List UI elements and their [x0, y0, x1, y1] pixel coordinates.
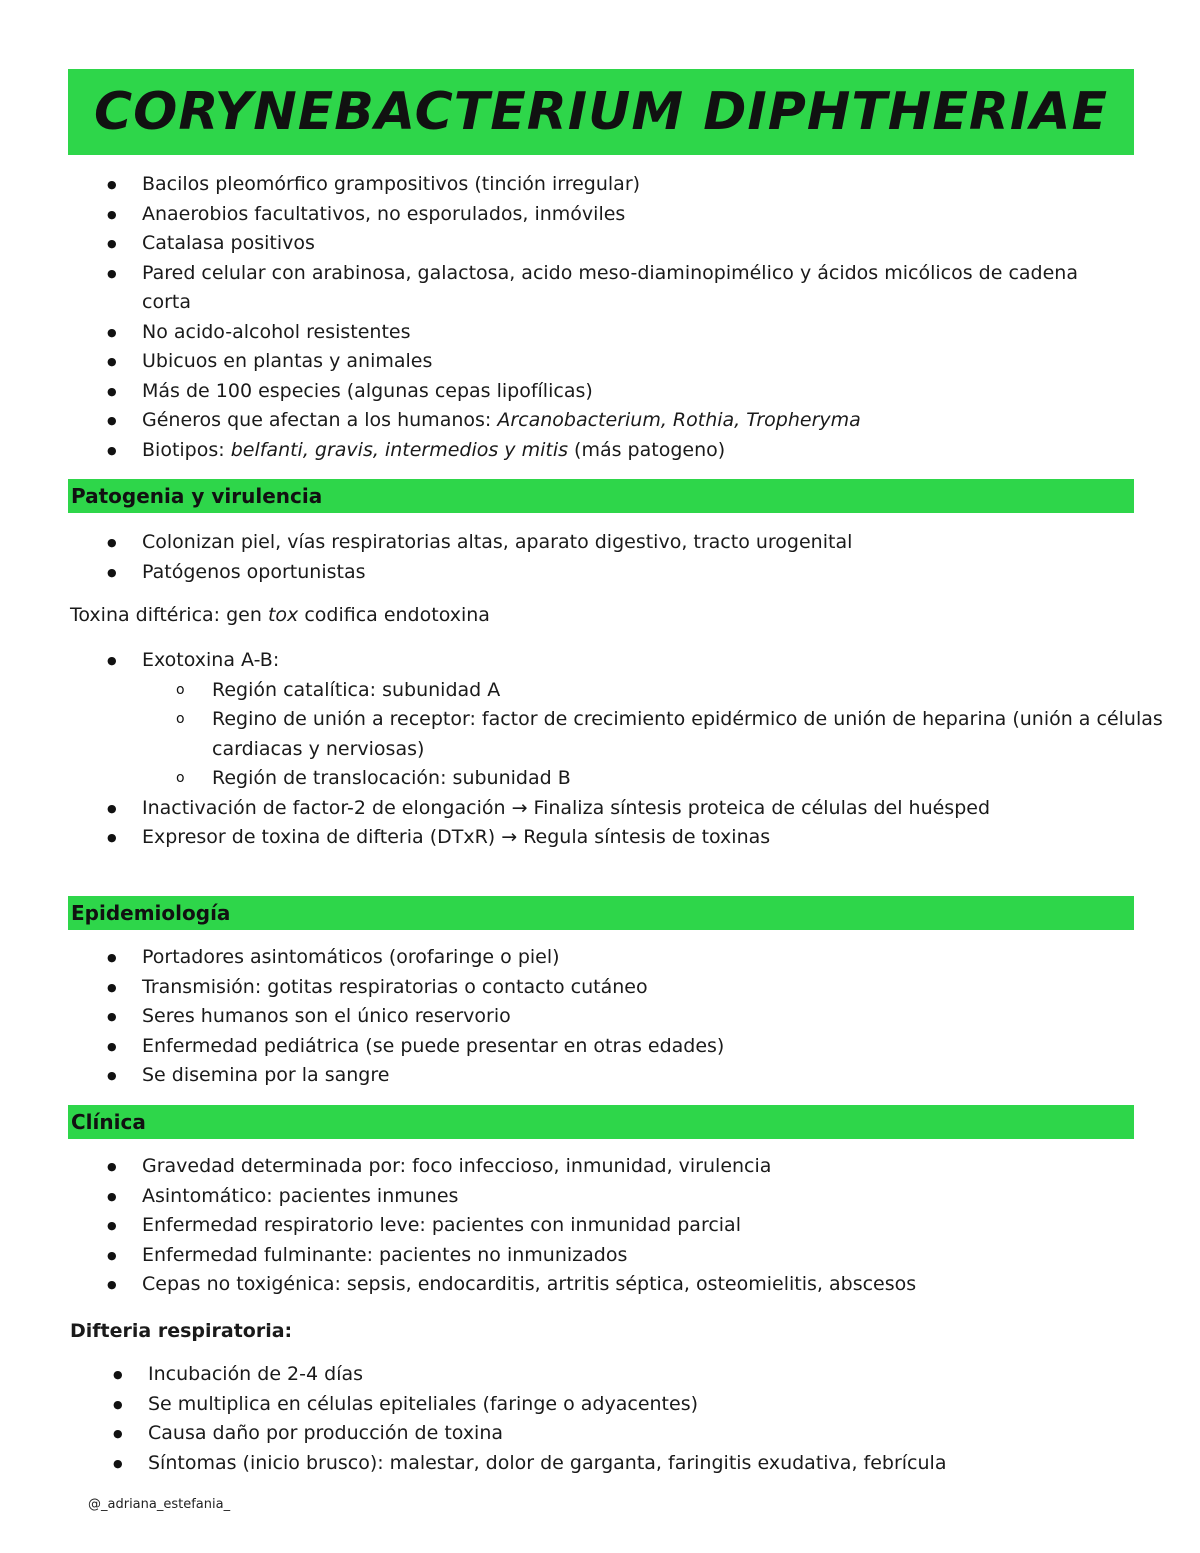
exotoxina-list — [68, 646, 1192, 853]
list-item: ● Exotoxina A-B: o Región catalítica: subunidad A o Regino de unión a receptor: factor de crecimiento epidérmico de unión de heparina (unión a células cardiacas y nerviosas) o Región de translocación: subunidad B — [68, 646, 1192, 794]
toxina-line: Toxina diftérica: gen tox codifica endotoxina — [70, 604, 490, 626]
list-item: ● Cepas no toxigénica: sepsis, endocarditis, artritis séptica, osteomielitis, abscesos — [68, 1270, 916, 1300]
list-item-biotipos: ● Biotipos: belfanti, gravis, intermedios y mitis (más patogeno) — [68, 436, 1102, 466]
sub-list-item: o Región de translocación: subunidad B — [68, 764, 1192, 794]
list-item: ● Enfermedad pediátrica (se puede presentar en otras edades) — [68, 1032, 724, 1062]
sub-list-item: o Región catalítica: subunidad A — [68, 676, 1192, 706]
list-item: ● Catalasa positivos — [68, 229, 1102, 259]
list-item: ● Causa daño por producción de toxina — [74, 1419, 946, 1449]
sub-list-item: o Regino de unión a receptor: factor de crecimiento epidérmico de unión de heparina (unión a células cardiacas y nerviosas) — [68, 705, 1192, 764]
list-item: ● Síntomas (inicio brusco): malestar, dolor de garganta, faringitis exudativa, febrícula — [74, 1449, 946, 1479]
list-item-generos: ● Géneros que afectan a los humanos: Arcanobacterium, Rothia, Tropheryma — [68, 406, 1102, 436]
list-item: ● Enfermedad fulminante: pacientes no inmunizados — [68, 1241, 916, 1271]
list-item: ● Transmisión: gotitas respiratorias o contacto cutáneo — [68, 973, 724, 1003]
document-title: CORYNEBACTERIUM DIPHTHERIAE — [93, 82, 1109, 142]
list-item: ● Anaerobios facultativos, no esporulados, inmóviles — [68, 200, 1102, 230]
list-item: ● Seres humanos son el único reservorio — [68, 1002, 724, 1032]
list-item: ● Expresor de toxina de difteria (DTxR) → Regula síntesis de toxinas — [68, 823, 1192, 853]
list-item: ● Gravedad determinada por: foco infeccioso, inmunidad, virulencia — [68, 1152, 916, 1182]
section-heading-patogenia: Patogenia y virulencia — [68, 479, 1134, 513]
list-item: ● Patógenos oportunistas — [68, 558, 852, 588]
list-item: ● Colonizan piel, vías respiratorias altas, aparato digestivo, tracto urogenital — [68, 528, 852, 558]
patogenia-list — [68, 528, 852, 587]
list-item: ● Se disemina por la sangre — [68, 1061, 724, 1091]
section-heading-clinica: Clínica — [68, 1105, 1134, 1139]
section-heading-epidemiologia: Epidemiología — [68, 896, 1134, 930]
list-item: ● Bacilos pleomórfico grampositivos (tinción irregular) — [68, 170, 1102, 200]
clinica-list — [68, 1152, 916, 1300]
author-handle: @_adriana_estefania_ — [88, 1497, 231, 1512]
list-item: ● Portadores asintomáticos (orofaringe o piel) — [68, 943, 724, 973]
list-item: ● No acido-alcohol resistentes — [68, 318, 1102, 348]
list-item: ● Se multiplica en células epiteliales (faringe o adyacentes) — [74, 1390, 946, 1420]
epidemiologia-list — [68, 943, 724, 1091]
list-item: ● Asintomático: pacientes inmunes — [68, 1182, 916, 1212]
list-item: ● Ubicuos en plantas y animales — [68, 347, 1102, 377]
list-item: ● Incubación de 2-4 días — [74, 1360, 946, 1390]
list-item: ● Inactivación de factor-2 de elongación → Finaliza síntesis proteica de células del huésped — [68, 794, 1192, 824]
list-item: ● Enfermedad respiratorio leve: pacientes con inmunidad parcial — [68, 1211, 916, 1241]
intro-list — [68, 170, 1102, 465]
sub-list — [142, 676, 1192, 794]
difteria-list — [74, 1360, 946, 1478]
list-item: ● Más de 100 especies (algunas cepas lipofílicas) — [68, 377, 1102, 407]
difteria-heading: Difteria respiratoria: — [70, 1320, 293, 1342]
list-item: ● Pared celular con arabinosa, galactosa, acido meso-diaminopimélico y ácidos micólicos de cadena corta — [68, 259, 1102, 318]
title-banner — [68, 69, 1134, 155]
